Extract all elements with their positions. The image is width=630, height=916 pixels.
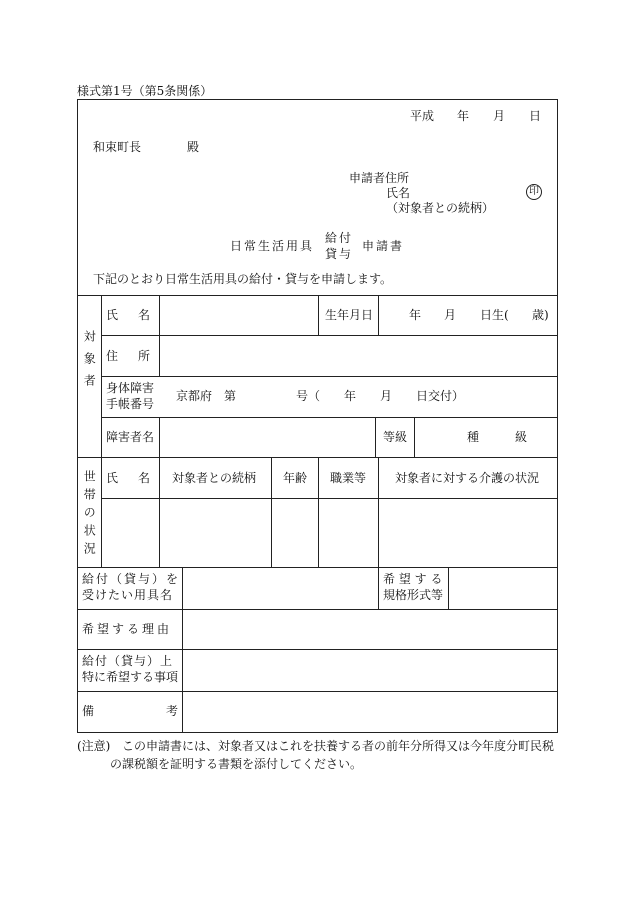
household-header-care: 対象者に対する介護の状況 (395, 471, 540, 485)
divider (159, 295, 160, 376)
note-line-1: この申請書には、対象者又はこれを扶養する者の前年分所得又は今年度分町民税 (122, 739, 555, 753)
note-line-2: の課税額を証明する書類を添付してください。 (110, 757, 363, 771)
special-label-2: 特に希望する事項 (82, 670, 179, 684)
addressee-name: 和束町長 (93, 140, 142, 154)
table-border-left (77, 99, 78, 732)
spec-label-2: 規格形式等 (383, 588, 444, 602)
divider (77, 691, 557, 692)
divider (318, 457, 319, 567)
applicant-address-label: 申請者住所 (349, 171, 410, 185)
divider (378, 567, 379, 609)
subject-section-text: 対象者 (82, 330, 97, 396)
title-option-loan: 貸与 (325, 247, 354, 261)
remarks-field[interactable] (184, 693, 555, 731)
household-header-occupation: 職業等 (330, 471, 367, 485)
applicant-relation-label: （対象者との続柄） (386, 201, 495, 215)
handbook-label-1: 身体障害 (106, 381, 155, 395)
table-border-top (77, 99, 557, 100)
divider (101, 335, 557, 336)
divider (77, 649, 557, 650)
divider (77, 609, 557, 610)
birthdate-label: 生年月日 (325, 308, 374, 322)
divider (101, 376, 557, 377)
subject-name-field[interactable] (161, 297, 316, 334)
divider (101, 498, 557, 499)
applicant-name-field[interactable] (412, 183, 520, 199)
divider (378, 295, 379, 335)
household-name-field[interactable] (103, 500, 158, 566)
items-label-2: 受けたい用具名 (82, 588, 174, 602)
type-grade-label[interactable]: 種 級 (467, 430, 528, 444)
applicant-name-label: 氏名 (386, 186, 411, 200)
divider (77, 567, 557, 568)
applicant-address-field[interactable] (412, 168, 547, 184)
birthdate-month: 月 (444, 308, 457, 322)
grade-label: 等級 (383, 430, 408, 444)
subject-name-label: 氏 名 (106, 308, 155, 322)
household-section-label (79, 470, 99, 566)
divider (271, 457, 272, 567)
date-year: 年 (457, 109, 470, 123)
household-section-text: 世帯の状況 (82, 470, 97, 560)
items-label-1: 給付（貸与）を (82, 572, 181, 586)
divider (182, 567, 183, 732)
divider (448, 567, 449, 609)
reason-field[interactable] (184, 611, 555, 648)
household-header-relation: 対象者との続柄 (172, 471, 257, 485)
household-occupation-field[interactable] (320, 500, 377, 566)
date-day: 日 (529, 109, 542, 123)
divider (414, 417, 415, 457)
disabled-name-field[interactable] (161, 419, 373, 456)
table-border-bottom (77, 732, 558, 733)
divider (77, 457, 557, 458)
divider (159, 457, 160, 567)
birthdate-year: 年 (409, 308, 422, 322)
special-label-1: 給付（貸与）上 (82, 654, 174, 668)
divider (101, 417, 557, 418)
subject-section-label (79, 330, 99, 402)
reason-label: 希望する理由 (82, 622, 173, 636)
note-prefix: (注意) (77, 739, 111, 753)
household-header-age: 年齢 (283, 471, 308, 485)
household-relation-field[interactable] (161, 500, 270, 566)
household-care-field[interactable] (380, 500, 555, 566)
title-option-grant: 給付 (325, 231, 354, 245)
disabled-name-label: 障害者名 (106, 430, 155, 444)
date-era: 平成 (410, 109, 435, 123)
divider (375, 417, 376, 457)
subject-address-field[interactable] (161, 337, 555, 375)
special-field[interactable] (184, 651, 555, 690)
divider (318, 295, 319, 335)
remarks-label-left: 備 (82, 704, 95, 718)
title-prefix: 日常生活用具 (230, 239, 315, 253)
form-style-label: 様式第1号（第5条関係） (77, 84, 213, 98)
household-header-name: 氏 名 (106, 471, 155, 485)
seal-icon: 印 (526, 184, 542, 200)
addressee-honorific: 殿 (187, 140, 200, 154)
date-month: 月 (493, 109, 506, 123)
handbook-number-field[interactable]: 京都府 第 号（ 年 月 日交付） (176, 389, 465, 403)
handbook-label-2: 手帳番号 (106, 397, 155, 411)
household-age-field[interactable] (273, 500, 317, 566)
items-name-field[interactable] (184, 569, 376, 608)
intro-text: 下記のとおり日常生活用具の給付・貸与を申請します。 (93, 272, 393, 286)
birthdate-day: 日生( (480, 308, 509, 322)
title-suffix: 申請書 (362, 239, 405, 253)
subject-address-label: 住 所 (106, 349, 155, 363)
divider (159, 417, 160, 457)
divider (77, 295, 557, 296)
spec-field[interactable] (450, 569, 555, 608)
table-border-right (557, 99, 558, 732)
spec-label-1: 希 望 す る (383, 572, 443, 586)
divider (378, 457, 379, 567)
remarks-label-right: 考 (166, 704, 179, 718)
birthdate-age: 歳) (532, 308, 549, 322)
divider (101, 295, 102, 567)
